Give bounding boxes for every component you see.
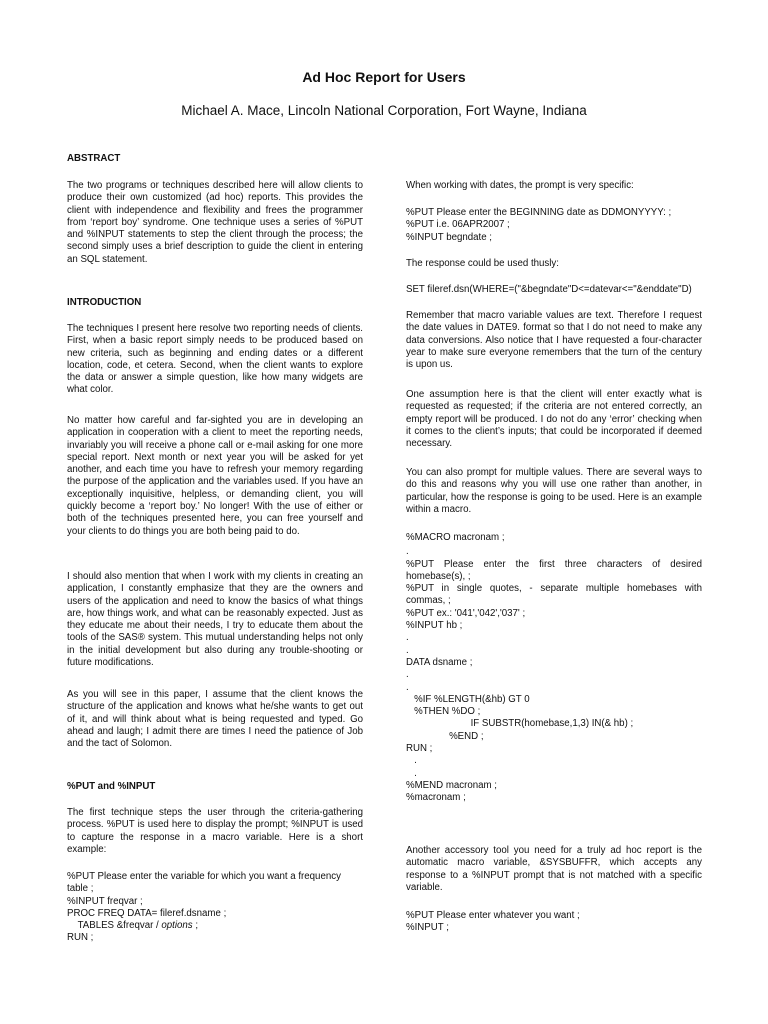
code-line — [67, 920, 363, 932]
response-text: The response could be used thusly: — [406, 258, 559, 269]
code-line: %INPUT freqvar ; — [67, 895, 143, 907]
code-line: %MACRO macronam ; — [406, 532, 505, 543]
accessory-paragraph: Another accessory tool you need for a truly ad hoc report is the automatic macro variable, &SYSBUFFR, which accepts any response to a %INPUT prompt that is not matched with a specific variable. — [406, 845, 702, 893]
code-italic-options: options — [161, 920, 193, 932]
last-code: %PUT Please enter whatever you want ; %INPUT ; — [406, 910, 580, 934]
introduction-heading: INTRODUCTION — [67, 297, 142, 308]
set-code: SET fileref.dsn(WHERE=("&begndate"D<=datevar<="&enddate"D) — [406, 284, 692, 295]
code-example-freq — [67, 871, 363, 945]
code-text: ; — [192, 920, 199, 932]
remember-paragraph: Remember that macro variable values are text. Therefore I request the date values in DATE9. format so that I do not need to make any data conversions. Also notice that I have requested a four-character year to make sure everyone remembers that the turn of the century is upon us. — [406, 310, 702, 371]
code-line: %PUT in single quotes, - separate multiple homebases with commas, ; — [406, 583, 702, 607]
dates-intro: When working with dates, the prompt is very specific: — [406, 180, 634, 191]
introduction-paragraph-1: The techniques I present here resolve two reporting needs of clients. First, when a basic report simply needs to be produced based on new criteria, such as beginning and ending dates or a different location, code, et cetera. Second, when the client wants to explore the data or answer a simple question, like how many widgets are what color. — [67, 323, 363, 396]
author-line: Michael A. Mace, Lincoln National Corporation, Fort Wayne, Indiana — [181, 103, 587, 118]
assumption-paragraph: One assumption here is that the client will enter exactly what is requested as requested; if the criteria are not entered correctly, an empty report will be produced. I do not do any ‘error’ checking when it comes to the client’s inputs; that could be incorporated if deemed necessary. — [406, 389, 702, 450]
introduction-paragraph-3: I should also mention that when I work with my clients in creating an application, I constantly emphasize that they are the owners and users of the application and need to know the basics of what things are, how things work, and what can be reasonably expected. Just as they educate me about their needs, I try to educate them about the tools of the SAS® system. This mutual understanding helps not only in the initial development but also during any trouble-shooting or future modifications. — [67, 571, 363, 669]
paper-title: Ad Hoc Report for Users — [302, 69, 466, 85]
macro-code-example — [406, 532, 702, 805]
code-block: %PUT ex.: '041','042','037' ; %INPUT hb ; . . DATA dsname ; . . %IF %LENGTH(&hb) GT 0 %THEN %DO ; IF SUBSTR(homebase,1,3) IN(& hb) ; %END ; RUN ; . . %MEND macronam ; %macronam ; — [406, 607, 634, 804]
abstract-heading: ABSTRACT — [67, 153, 121, 164]
abstract-paragraph: The two programs or techniques described here will allow clients to produce their own customized (ad hoc) reports. This provides the client with independence and flexibility and frees the programmer from ‘report boy’ syndrome. One technique uses a series of %PUT and %INPUT statements to step the client through the process; the second simply uses a brief description to guide the client in entering an SQL statement. — [67, 180, 363, 265]
dates-code: %PUT Please enter the BEGINNING date as DDMONYYYY: ; %PUT i.e. 06APR2007 ; %INPUT begndate ; — [406, 207, 672, 243]
code-line: %PUT Please enter the variable for which you want a frequency table ; — [67, 871, 341, 895]
multiple-values-paragraph: You can also prompt for multiple values. There are several ways to do this and reasons why you will use one rather than another, in particular, how the response is going to be used. Here is an example within a macro. — [406, 467, 702, 515]
code-line: RUN ; — [67, 932, 94, 944]
code-text: TABLES &freqvar / — [67, 920, 162, 932]
code-line: . — [406, 546, 409, 558]
introduction-paragraph-4: As you will see in this paper, I assume that the client knows the structure of the application and knows what he/she wants to get out of it, and will think about what is being requested and typed. Go ahead and laugh; I admit there are times I need the patience of Job and the tact of Solomon. — [67, 689, 363, 750]
code-line: PROC FREQ DATA= fileref.dsname ; — [67, 907, 227, 919]
put-input-heading: %PUT and %INPUT — [67, 781, 156, 792]
code-line: %PUT Please enter the first three characters of desired homebase(s), ; — [406, 558, 702, 582]
introduction-paragraph-2: No matter how careful and far-sighted you are in developing an application in cooperation with a client to meet the reporting needs, invariably you will receive a phone call or e-mail asking for one more special report. Next month or next year you will be asked for yet another, and each time you have to refresh your memory regarding the purpose of the application and the variables used. If you have an exceptionally inquisitive, helpless, or demanding client, you will quickly become a ‘report boy.’ No longer! With the use of either or both of the techniques presented here, you can free yourself and your clients to do things you are both being paid to do. — [67, 415, 363, 537]
put-input-paragraph: The first technique steps the user through the criteria-gathering process. %PUT is used here to display the prompt; %INPUT is used to capture the response in a macro variable. Here is a short example: — [67, 807, 363, 855]
